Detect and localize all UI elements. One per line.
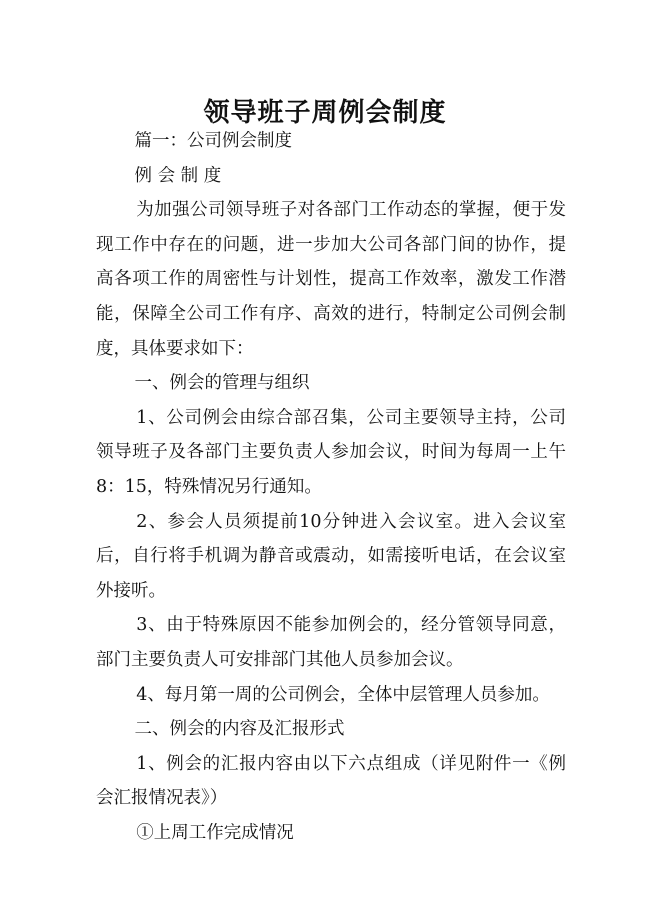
subtitle-meeting-system: 例 会 制 度 bbox=[134, 165, 222, 186]
section-heading-part-one: 篇一：公司例会制度 bbox=[134, 131, 292, 151]
intro-paragraph: 为加强公司领导班子对各部门工作动态的掌握，便于发现工作中存在的问题，进一步加大公司各部门间的协作，提高各项工作的周密性与计划性，提高工作效率，激发工作潜能，保障全公司工作有序、高效的进行，特制定公司例会制度，具体要求如下： bbox=[96, 200, 566, 359]
document-body bbox=[96, 124, 566, 850]
section-heading-management: 一、例会的管理与组织 bbox=[134, 373, 310, 394]
content-subitem-1: ①上周工作完成情况 bbox=[136, 822, 294, 843]
rule-item-4: 4、每月第一周的公司例会，全体中层管理人员参加。 bbox=[136, 684, 550, 705]
document-title: 领导班子周例会制度 bbox=[203, 98, 447, 129]
section-heading-content: 二、例会的内容及汇报形式 bbox=[134, 719, 345, 740]
rule-item-1: 1、公司例会由综合部召集，公司主要领导主持，公司领导班子及各部门主要负责人参加会议，时间为每周一上午8：15，特殊情况另行通知。 bbox=[96, 407, 566, 497]
rule-item-3: 3、由于特殊原因不能参加例会的，经分管领导同意，部门主要负责人可安排部门其他人员参加会议。 bbox=[96, 615, 566, 670]
rule-item-2: 2、参会人员须提前10分钟进入会议室。进入会议室后，自行将手机调为静音或震动，如需接听电话，在会议室外接听。 bbox=[96, 511, 566, 601]
content-item-1: 1、例会的汇报内容由以下六点组成（详见附件一《例会汇报情况表》） bbox=[96, 753, 566, 809]
